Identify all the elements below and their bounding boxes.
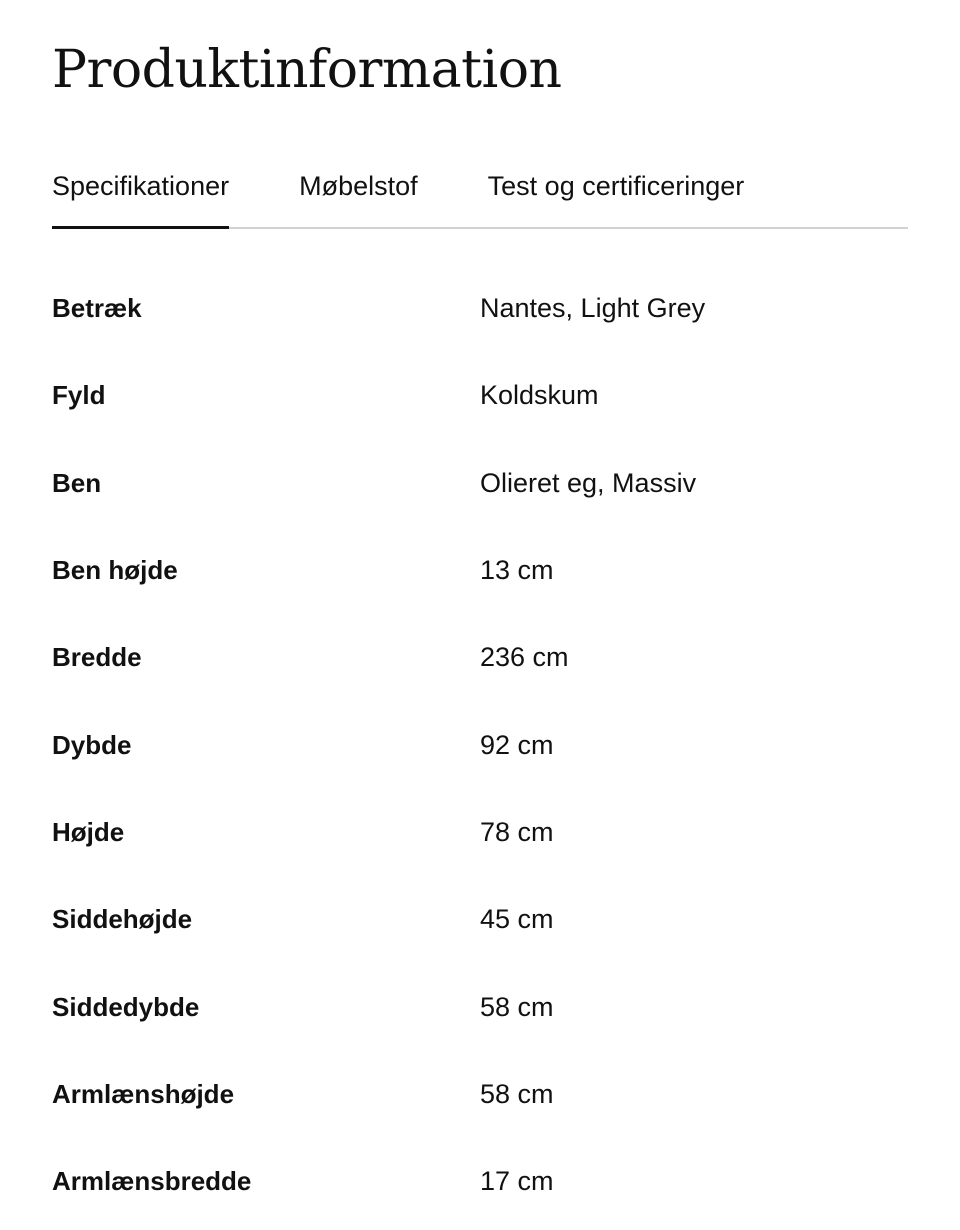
spec-row-siddedybde (52, 963, 908, 1050)
spec-label: Armlænsbredde (52, 1166, 252, 1197)
spec-row-armlaenshojde (52, 1051, 908, 1138)
spec-row-hojde (52, 789, 908, 876)
tab-bar (52, 157, 908, 229)
tab-test-og-certificeringer[interactable]: Test og certificeringer (487, 171, 745, 201)
spec-value: Koldskum (480, 380, 599, 411)
spec-value: Nantes, Light Grey (480, 293, 706, 324)
spec-row-dybde (52, 701, 908, 788)
spec-row-armlaensbredde (52, 1138, 908, 1225)
spec-row-ben (52, 440, 908, 527)
spec-row-siddehojde (52, 876, 908, 963)
spec-label: Dybde (52, 729, 132, 760)
spec-label: Siddehøjde (52, 904, 193, 935)
spec-row-ben-hojde (52, 527, 908, 614)
spec-label: Armlænshøjde (52, 1078, 235, 1109)
spec-label: Ben højde (52, 555, 178, 586)
spec-value: 78 cm (480, 816, 554, 847)
spec-value: 17 cm (480, 1166, 554, 1197)
spec-value: 236 cm (480, 642, 569, 673)
tab-mobelstof[interactable]: Møbelstof (299, 171, 418, 201)
spec-row-bredde (52, 614, 908, 701)
spec-value: 92 cm (480, 729, 554, 760)
spec-row-betraek (52, 265, 908, 352)
spec-value: 13 cm (480, 555, 554, 586)
tab-specifikationer[interactable]: Specifikationer (52, 157, 229, 215)
spec-value: 58 cm (480, 1078, 554, 1109)
spec-row-fyld (52, 352, 908, 439)
page-title: Produktinformation (52, 40, 562, 100)
spec-label: Betræk (52, 293, 142, 324)
spec-value: 45 cm (480, 904, 554, 935)
specifications-list (52, 265, 908, 1225)
spec-label: Bredde (52, 642, 142, 673)
spec-label: Højde (52, 816, 125, 847)
spec-label: Siddedybde (52, 991, 200, 1022)
spec-value: Olieret eg, Massiv (480, 467, 697, 498)
spec-label: Fyld (52, 380, 106, 411)
spec-label: Ben (52, 467, 102, 498)
spec-value: 58 cm (480, 991, 554, 1022)
